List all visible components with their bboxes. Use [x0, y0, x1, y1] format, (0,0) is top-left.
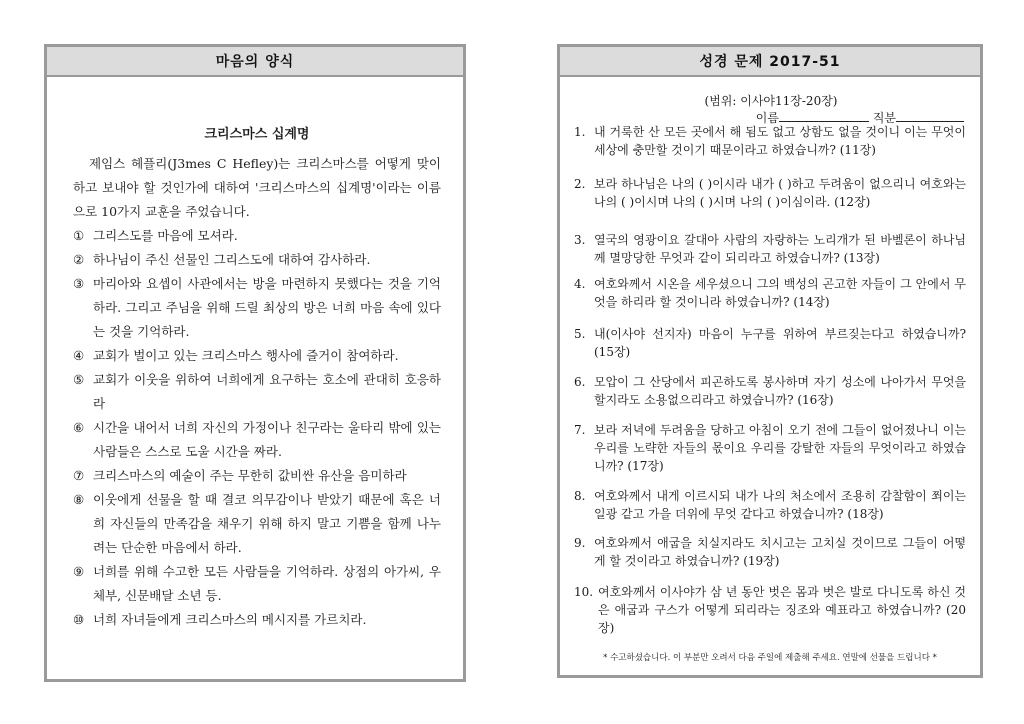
question-text: 여호와께서 내게 이르시되 내가 나의 처소에서 조용히 감찰함이 쬐이는 일광 같고 가을 더위에 무엇 같다고 하였습니까? (18장) [594, 489, 966, 521]
commandment-text: 이웃에게 선물을 할 때 결코 의무감이나 받았기 때문에 혹은 너희 자신들의 만족감을 채우기 위해 하지 말고 기쁨을 함께 나누려는 단순한 마음에서 하라. [93, 492, 441, 555]
commandment-text: 너희 자녀들에게 크리스마스의 메시지를 가르치라. [93, 612, 367, 627]
commandment-item [73, 368, 441, 416]
commandment-item [73, 608, 441, 632]
question-number: 9. [574, 536, 586, 550]
quiz-question [574, 231, 966, 267]
devotional-header: 마음의 양식 [47, 47, 463, 77]
question-number: 1. [574, 125, 586, 139]
quiz-question [574, 275, 966, 311]
bible-quiz-panel [557, 44, 983, 678]
position-blank[interactable] [896, 109, 964, 122]
commandment-item [73, 248, 441, 272]
question-text: 내 거룩한 산 모든 곳에서 해 됨도 없고 상함도 없을 것이니 이는 무엇이 세상에 충만할 것이기 때문이라고 하였습니까? (11장) [594, 125, 966, 157]
devotional-title: 크리스마스 십계명 [204, 127, 310, 142]
question-text: 여호와께서 애굽을 치실지라도 치시고는 고치실 것이므로 그들이 어떻게 할 것이라고 하였습니까? (19장) [594, 536, 966, 568]
question-text: 열국의 영광이요 갈대아 사람의 자랑하는 노리개가 된 바벨론이 하나님께 멸망당한 무엇과 같이 되리라고 하였습니까? (13장) [594, 233, 966, 265]
quiz-header: 성경 문제 2017-51 [560, 47, 980, 77]
quiz-range: (범위: 이사야11장-20장) [704, 94, 838, 108]
question-number: 3. [574, 233, 586, 247]
commandment-number: ⑨ [73, 564, 85, 579]
question-number: 10. [574, 585, 594, 599]
position-label: 직분 [872, 111, 896, 125]
commandment-text: 교회가 이웃을 위하여 너희에게 요구하는 호소에 관대히 호응하라 [93, 372, 441, 411]
devotional-intro: 제임스 헤플리(J3mes C Hefley)는 크리스마스를 어떻게 맞이하고 보내야 할 것인가에 대하여 '크리스마스의 십계명'이라는 이름으로 10가지 교훈을 주었습니다. [73, 156, 441, 219]
question-text: 보라 저녁에 두려움을 당하고 아침이 오기 전에 그들이 없어졌나니 이는 우리를 노략한 자들의 몫이요 우리를 강탈한 자들의 무엇이라고 하였습니까? (17장) [594, 423, 966, 473]
commandment-text: 크리스마스의 예술이 주는 무한히 값비싼 유산을 음미하라 [93, 468, 407, 483]
quiz-footer: * 수고하셨습니다. 이 부분만 오려서 다음 주일에 제출해 주세요. 연말에 선물을 드립니다 * [603, 653, 937, 663]
commandment-number: ④ [73, 348, 85, 363]
commandment-item [73, 416, 441, 464]
question-number: 6. [574, 375, 586, 389]
question-number: 7. [574, 423, 586, 437]
commandment-number: ⑥ [73, 420, 85, 435]
question-text: 여호와께서 시온을 세우셨으니 그의 백성의 곤고한 자들이 그 안에서 무엇을 하리라 할 것이니라 하였습니까? (14장) [594, 277, 966, 309]
commandment-number: ③ [73, 276, 85, 291]
commandment-item [73, 560, 441, 608]
commandment-number: ⑩ [73, 612, 85, 627]
quiz-question [574, 373, 966, 409]
commandment-text: 그리스도를 마음에 모셔라. [93, 228, 238, 243]
quiz-question [574, 123, 966, 159]
question-text: 모압이 그 산당에서 피곤하도록 봉사하며 자기 성소에 나아가서 무엇을 할지라도 소용없으리라고 하였습니까? (16장) [594, 375, 966, 407]
quiz-question [574, 325, 966, 361]
commandment-number: ⑧ [73, 492, 85, 507]
commandment-number: ① [73, 228, 85, 243]
question-number: 8. [574, 489, 586, 503]
question-number: 4. [574, 277, 586, 291]
commandment-text: 너희를 위해 수고한 모든 사람들을 기억하라. 상점의 아가씨, 우체부, 신문배달 소년 등. [93, 564, 441, 603]
quiz-question [574, 534, 966, 570]
question-number: 5. [574, 327, 586, 341]
commandment-item [73, 488, 441, 560]
commandment-number: ② [73, 252, 85, 267]
commandment-text: 마리아와 요셉이 사관에서는 방을 마련하지 못했다는 것을 기억하라. 그리고 주님을 위해 드릴 최상의 방은 너희 마음 속에 있다는 것을 기억하라. [93, 276, 441, 339]
commandment-number: ⑤ [73, 372, 85, 387]
devotional-panel [44, 44, 466, 682]
name-blank[interactable] [779, 109, 869, 122]
commandment-text: 시간을 내어서 너희 자신의 가정이나 친구라는 울타리 밖에 있는 사람들은 스스로 도울 시간을 짜라. [93, 420, 441, 459]
quiz-question [574, 583, 966, 637]
commandment-number: ⑦ [73, 468, 85, 483]
quiz-question [574, 421, 966, 475]
question-text: 보라 하나님은 나의 ( )이시라 내가 ( )하고 두려움이 없으리니 여호와는 나의 ( )이시며 나의 ( )시며 나의 ( )이심이라. (12장) [594, 177, 966, 209]
question-number: 2. [574, 177, 586, 191]
name-label: 이름 [755, 111, 779, 125]
commandment-text: 교회가 벌이고 있는 크리스마스 행사에 즐거이 참여하라. [93, 348, 399, 363]
commandment-list [73, 224, 441, 632]
commandment-item [73, 344, 441, 368]
commandment-text: 하나님이 주신 선물인 그리스도에 대하여 감사하라. [93, 252, 371, 267]
commandment-item [73, 224, 441, 248]
quiz-question [574, 487, 966, 523]
commandment-item [73, 464, 441, 488]
commandment-item [73, 272, 441, 344]
question-text: 여호와께서 이사야가 삼 년 동안 벗은 몸과 벗은 발로 다니도록 하신 것은 애굽과 구스가 어떻게 되리라는 징조와 예표라고 하였습니까? (20장) [598, 585, 966, 635]
quiz-question [574, 175, 966, 211]
question-text: 내(이사야 선지자) 마음이 누구를 위하여 부르짖는다고 하였습니까? (15장) [594, 327, 966, 359]
